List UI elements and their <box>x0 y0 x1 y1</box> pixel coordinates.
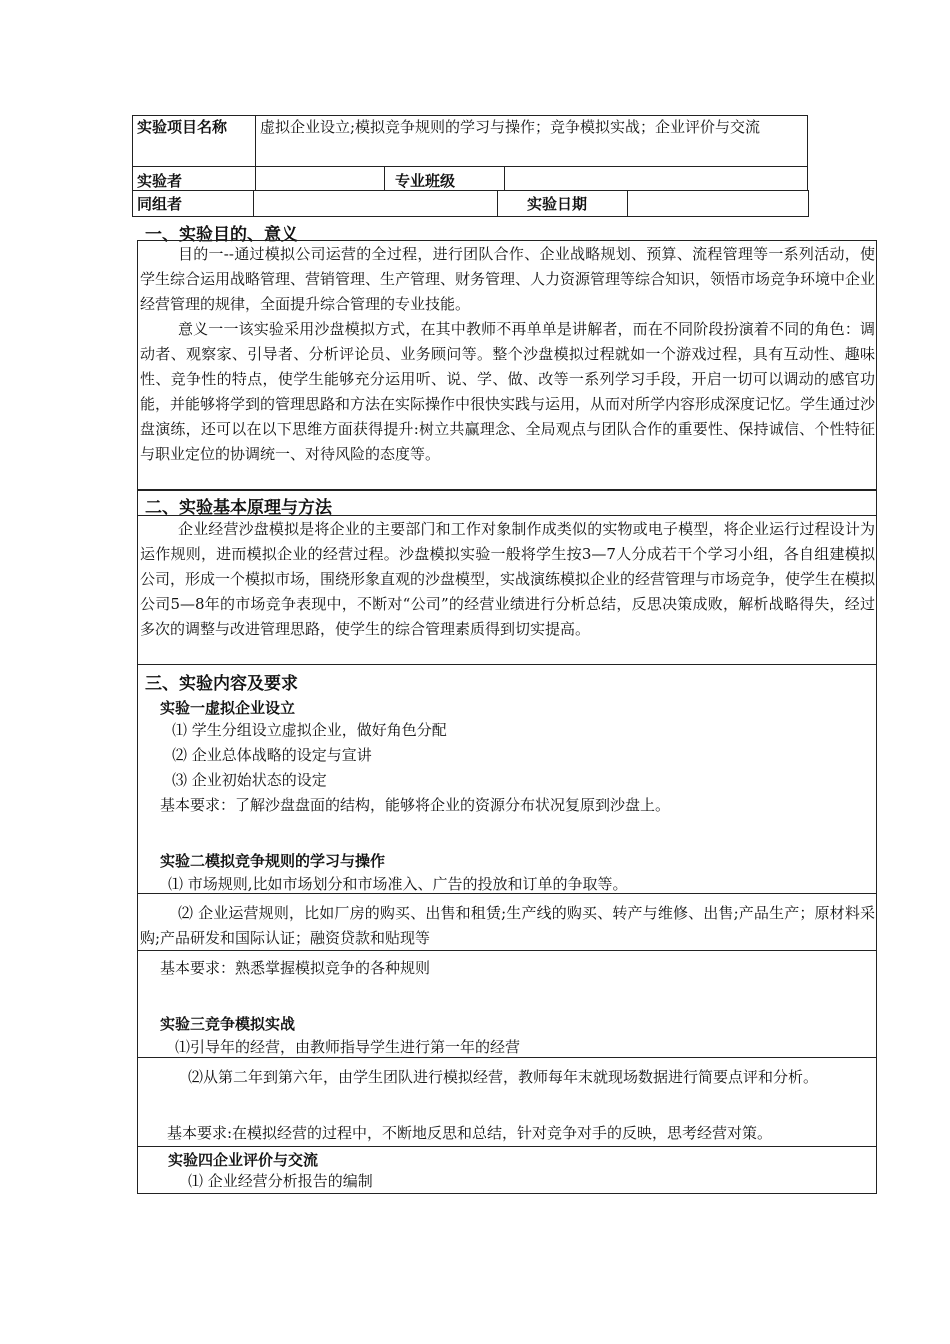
project-name-label: 实验项目名称 <box>133 116 256 167</box>
section2-title: 二、实验基本原理与方法 <box>145 498 332 518</box>
partner-row <box>132 190 809 217</box>
exp4-item: ⑴ 企业经营分析报告的编制 <box>188 1172 373 1190</box>
divider <box>253 190 254 217</box>
exp1-item: ⑶ 企业初始状态的设定 <box>172 771 327 789</box>
exp1-title: 实验一虚拟企业设立 <box>160 699 296 717</box>
exp2-item: ⑴ 市场规则,比如市场划分和市场准入、广告的投放和订单的争取等。 <box>168 875 628 893</box>
experimenter-value <box>256 167 385 191</box>
section1-title: 一、实验目的、意义 <box>145 225 298 245</box>
exp1-item: ⑴ 学生分组设立虚拟企业，做好角色分配 <box>172 721 447 739</box>
experimenter-label: 实验者 <box>133 167 256 191</box>
section2-principle: 企业经营沙盘模拟是将企业的主要部门和工作对象制作成类似的实物或电子模型，将企业运行过程设计为运作规则，进而模拟企业的经营过程。沙盘模拟实验一般将学生按3—7人分成若干个学习小组，各自组建模拟公司，形成一个模拟市场，围绕形象直观的沙盘模型，实战演练模拟企业的经营管理与市场竞争，使学生在模拟公司5—8年的市场竞争表现中，不断对“公司”的经营业绩进行分析总结，反思决策成败，解析战略得失，经过多次的调整与改进管理思路，使学生的综合管理素质得到切实提高。 <box>140 520 876 638</box>
class-value <box>505 167 808 191</box>
exp2-title: 实验二模拟竞争规则的学习与操作 <box>160 852 386 870</box>
date-label: 实验日期 <box>527 195 588 213</box>
exp1-item: ⑵ 企业总体战略的设定与宣讲 <box>172 746 372 764</box>
exp3-item: ⑴引导年的经营，由教师指导学生进行第一年的经营 <box>175 1038 521 1056</box>
divider <box>627 190 628 217</box>
exp2-item: ⑵ 企业运营规则，比如厂房的购买、出售和租赁;生产线的购买、转产与维修、出售;产品生产；原材料采购;产品研发和国际认证；融资贷款和贴现等 <box>140 904 875 947</box>
exp1-requirement: 基本要求：了解沙盘盘面的结构，能够将企业的资源分布状况复原到沙盘上。 <box>160 796 671 814</box>
section3-title: 三、实验内容及要求 <box>145 674 298 694</box>
experiment-info-table <box>132 115 808 191</box>
section1-purpose: 目的一--通过模拟公司运营的全过程，进行团队合作、企业战略规划、预算、流程管理等一系列活动，使学生综合运用战略管理、营销管理、生产管理、财务管理、人力资源管理等综合知识，领悟市场竞争环境中企业经营管理的规律，全面提升综合管理的专业技能。 <box>140 245 876 313</box>
exp4-title: 实验四企业评价与交流 <box>168 1151 319 1169</box>
exp3-requirement: 基本要求:在模拟经营的过程中，不断地反思和总结，针对竞争对手的反映，思考经营对策。 <box>167 1124 773 1142</box>
section1-significance: 意义一一该实验采用沙盘模拟方式，在其中教师不再单单是讲解者，而在不同阶段扮演着不同的角色：调动者、观察家、引导者、分析评论员、业务顾问等。整个沙盘模拟过程就如一个游戏过程，具有互动性、趣味性、竞争性的特点，使学生能够充分运用听、说、学、做、改等一系列学习手段，开启一切可以调动的感官功能，并能够将学到的管理思路和方法在实际操作中很快实践与运用，从而对所学内容形成深度记忆。学生通过沙盘演练，还可以在以下思维方面获得提升:树立共赢理念、全局观点与团队合作的重要性、保持诚信、个性特征与职业定位的协调统一、对待风险的态度等。 <box>140 320 876 463</box>
partner-label: 同组者 <box>137 195 183 213</box>
class-label: 专业班级 <box>385 167 505 191</box>
divider <box>497 190 498 217</box>
project-name-value: 虚拟企业设立;模拟竞争规则的学习与操作；竞争模拟实战；企业评价与交流 <box>256 116 808 167</box>
exp2-requirement: 基本要求：熟悉掌握模拟竞争的各种规则 <box>160 959 431 977</box>
exp3-item: ⑵从第二年到第六年，由学生团队进行模拟经营，教师每年末就现场数据进行简要点评和分析。 <box>188 1068 819 1086</box>
exp3-title: 实验三竞争模拟实战 <box>160 1015 296 1033</box>
